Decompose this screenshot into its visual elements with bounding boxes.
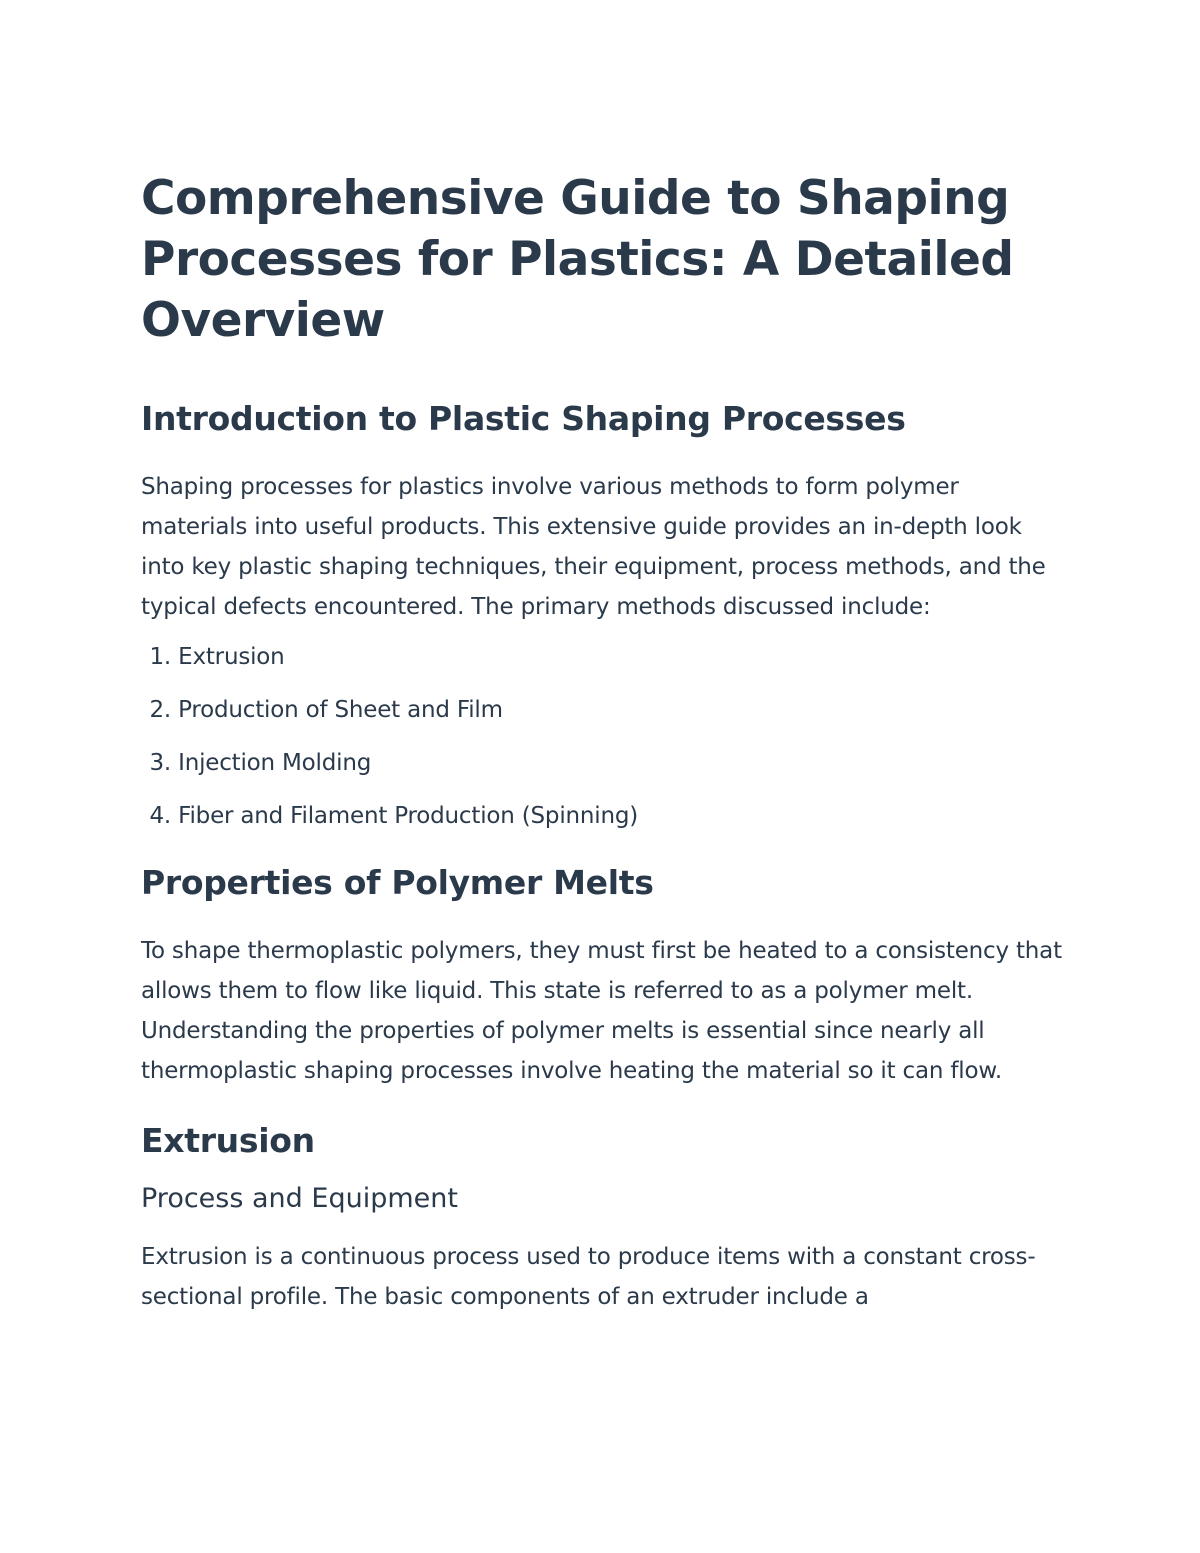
section-heading-melts: Properties of Polymer Melts [141, 863, 654, 902]
list-text: Extrusion [178, 644, 285, 670]
list-number: 3. [149, 750, 171, 776]
melts-paragraph: To shape thermoplastic polymers, they must first be heated to a consistency that allows them to flow like liquid. This state is referred to as a polymer melt. Understanding the properties of polymer melts is essential since nearly all thermoplastic shaping processes involve heating the material so it can flow. [141, 938, 1062, 1084]
page-title: Comprehensive Guide to Shaping Processes for Plastics: A Detailed Overview [141, 171, 1014, 348]
list-text: Injection Molding [178, 750, 372, 776]
section-heading-extrusion: Extrusion [141, 1121, 315, 1160]
list-item [141, 747, 1071, 779]
subsection-heading-process-equipment: Process and Equipment [141, 1183, 458, 1214]
section-heading-intro: Introduction to Plastic Shaping Processes [141, 399, 906, 438]
list-item [141, 800, 1071, 832]
list-text: Fiber and Filament Production (Spinning) [178, 803, 638, 829]
intro-paragraph: Shaping processes for plastics involve various methods to form polymer materials into useful products. This extensive guide provides an in-depth look into key plastic shaping techniques, their equipment, process methods, and the typical defects encountered. The primary methods discussed include: [141, 474, 1046, 620]
list-number: 4. [149, 803, 171, 829]
list-item [141, 641, 1071, 673]
extrusion-paragraph: Extrusion is a continuous process used to produce items with a constant cross-sectional profile. The basic components of an extruder include a [141, 1244, 1036, 1310]
list-item [141, 694, 1071, 726]
methods-list [141, 641, 1071, 832]
list-number: 2. [149, 697, 171, 723]
list-text: Production of Sheet and Film [178, 697, 503, 723]
list-number: 1. [149, 644, 171, 670]
document-page [141, 168, 1071, 1317]
